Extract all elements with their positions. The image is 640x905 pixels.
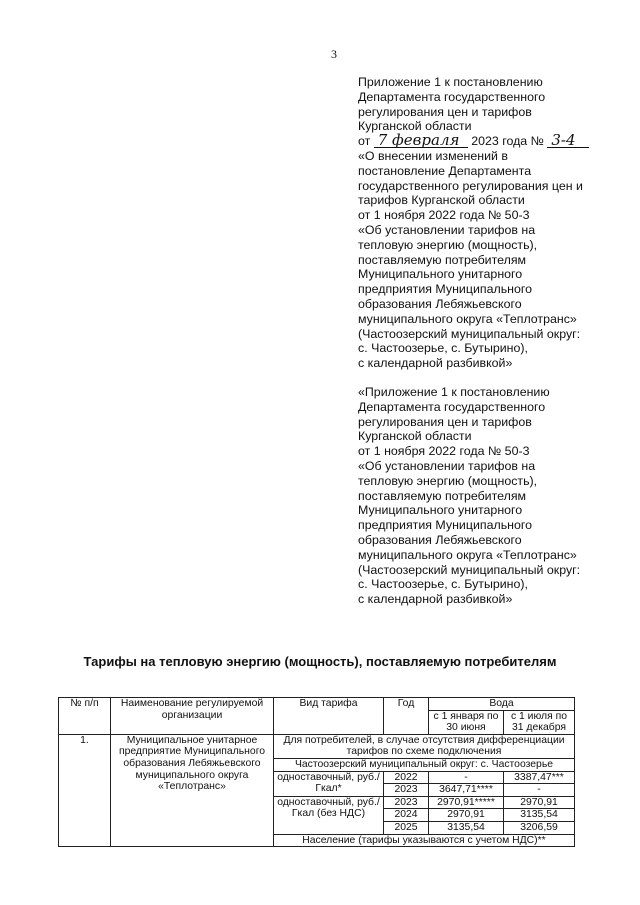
appendix-line: тепловую энергию (мощность), <box>358 473 538 488</box>
handwritten-date: 7 февраля <box>374 134 468 148</box>
year-cell: 2022 <box>384 771 429 784</box>
tariff-value: 3135,54 <box>429 821 504 834</box>
appendix-line: (Частоозерский муниципальный округ: <box>358 562 581 577</box>
appendix-line: (Частоозерский муниципальный округ: <box>358 326 581 341</box>
appendix-line: с. Частоозерье, с. Бутырино), <box>358 577 528 592</box>
tariff-value: 2970,91 <box>429 809 504 822</box>
appendix-line: «Приложение 1 к постановлению <box>358 385 550 399</box>
appendix-line: тарифов Курганской области <box>358 193 525 208</box>
district-row: Частоозерский муниципальный округ: с. Частоозерье <box>274 758 575 771</box>
appendix-line: регулирования цен и тарифов <box>358 104 532 119</box>
header-year: Год <box>384 698 429 735</box>
appendix-line: с календарной разбивкой» <box>358 592 513 607</box>
appendix-line: тепловую энергию (мощность), <box>358 237 538 252</box>
table-title: Тарифы на тепловую энергию (мощность), поставляемую потребителям <box>83 654 557 669</box>
header-water: Вода <box>429 698 575 711</box>
organization-name: Муниципальное унитарное предприятие Муниципального образования Лебяжьевского муниципального округа «Теплотранс» <box>111 734 274 846</box>
appendix-line: Департамента государственного <box>358 399 546 414</box>
appendix-line: поставляемую потребителям <box>358 488 527 503</box>
year-text: 2023 года № <box>471 134 544 149</box>
header-organization: Наименование регулируемой организации <box>111 698 274 735</box>
appendix-line: «Об установлении тарифов на <box>358 222 536 237</box>
appendix-line: «Об установлении тарифов на <box>358 458 536 473</box>
table-row <box>59 734 575 758</box>
row-number: 1. <box>59 734 111 846</box>
group-note: Для потребителей, в случае отсутствия дифференциации тарифов по схеме подключения <box>274 734 575 758</box>
handwritten-number: 3-4 <box>547 134 589 148</box>
appendix-line: постановление Департамента <box>358 163 532 178</box>
appendix-line: Муниципального унитарного <box>358 503 523 518</box>
appendix-line: предприятия Муниципального <box>358 518 533 533</box>
tariff-value: 3647,71**** <box>429 784 504 797</box>
year-cell: 2023 <box>384 796 429 809</box>
header-second-half: с 1 июля по 31 декабря <box>504 710 575 734</box>
appendix-line: «О внесении изменений в <box>358 148 508 163</box>
page-number: 3 <box>331 47 337 61</box>
population-note: Население (тарифы указываются с учетом НДС)** <box>274 834 575 847</box>
appendix-line: государственного регулирования цен и <box>358 178 583 193</box>
tariff-value: 2970,91***** <box>429 796 504 809</box>
tariff-value: 2970,91 <box>504 796 575 809</box>
header-first-half: с 1 января по 30 июня <box>429 710 504 734</box>
year-cell: 2023 <box>384 784 429 797</box>
year-cell: 2025 <box>384 821 429 834</box>
appendix-line: предприятия Муниципального <box>358 282 533 297</box>
appendix-line: образования Лебяжьевского <box>358 296 522 311</box>
appendix-line: Муниципального унитарного <box>358 267 523 282</box>
tariff-type-no-vat: одноставочный, руб./Гкал (без НДС) <box>274 796 384 834</box>
tariff-value: - <box>429 771 504 784</box>
appendix-line: регулирования цен и тарифов <box>358 414 532 429</box>
appendix-line: муниципального округа «Теплотранс» <box>358 547 577 562</box>
appendix-line: Департамента государственного <box>358 89 546 104</box>
appendix-line: муниципального округа «Теплотранс» <box>358 311 577 326</box>
appendix-header-original <box>358 385 618 607</box>
date-prefix: от <box>358 134 371 149</box>
header-num: № п/п <box>59 698 111 735</box>
appendix-line: с. Частоозерье, с. Бутырино), <box>358 341 528 356</box>
appendix-line: от 1 ноября 2022 года № 50-3 <box>358 208 530 223</box>
tariff-value: 3387,47*** <box>504 771 575 784</box>
tariff-value: - <box>504 784 575 797</box>
tariff-type-vat: одноставочный, руб./Гкал* <box>274 771 384 796</box>
appendix-header-current <box>358 75 618 371</box>
appendix-line: Курганской области <box>358 119 472 134</box>
table-header-row <box>59 698 575 711</box>
tariff-table <box>58 697 575 847</box>
header-tariff-type: Вид тарифа <box>274 698 384 735</box>
tariff-value: 3135,54 <box>504 809 575 822</box>
resolution-date-line <box>358 131 618 150</box>
year-cell: 2024 <box>384 809 429 822</box>
appendix-line: с календарной разбивкой» <box>358 356 513 371</box>
tariff-value: 3206,59 <box>504 821 575 834</box>
appendix-line: Курганской области <box>358 429 472 444</box>
appendix-line: Приложение 1 к постановлению <box>358 75 543 89</box>
appendix-line: поставляемую потребителям <box>358 252 527 267</box>
appendix-line: от 1 ноября 2022 года № 50-3 <box>358 444 530 459</box>
appendix-line: образования Лебяжьевского <box>358 532 522 547</box>
